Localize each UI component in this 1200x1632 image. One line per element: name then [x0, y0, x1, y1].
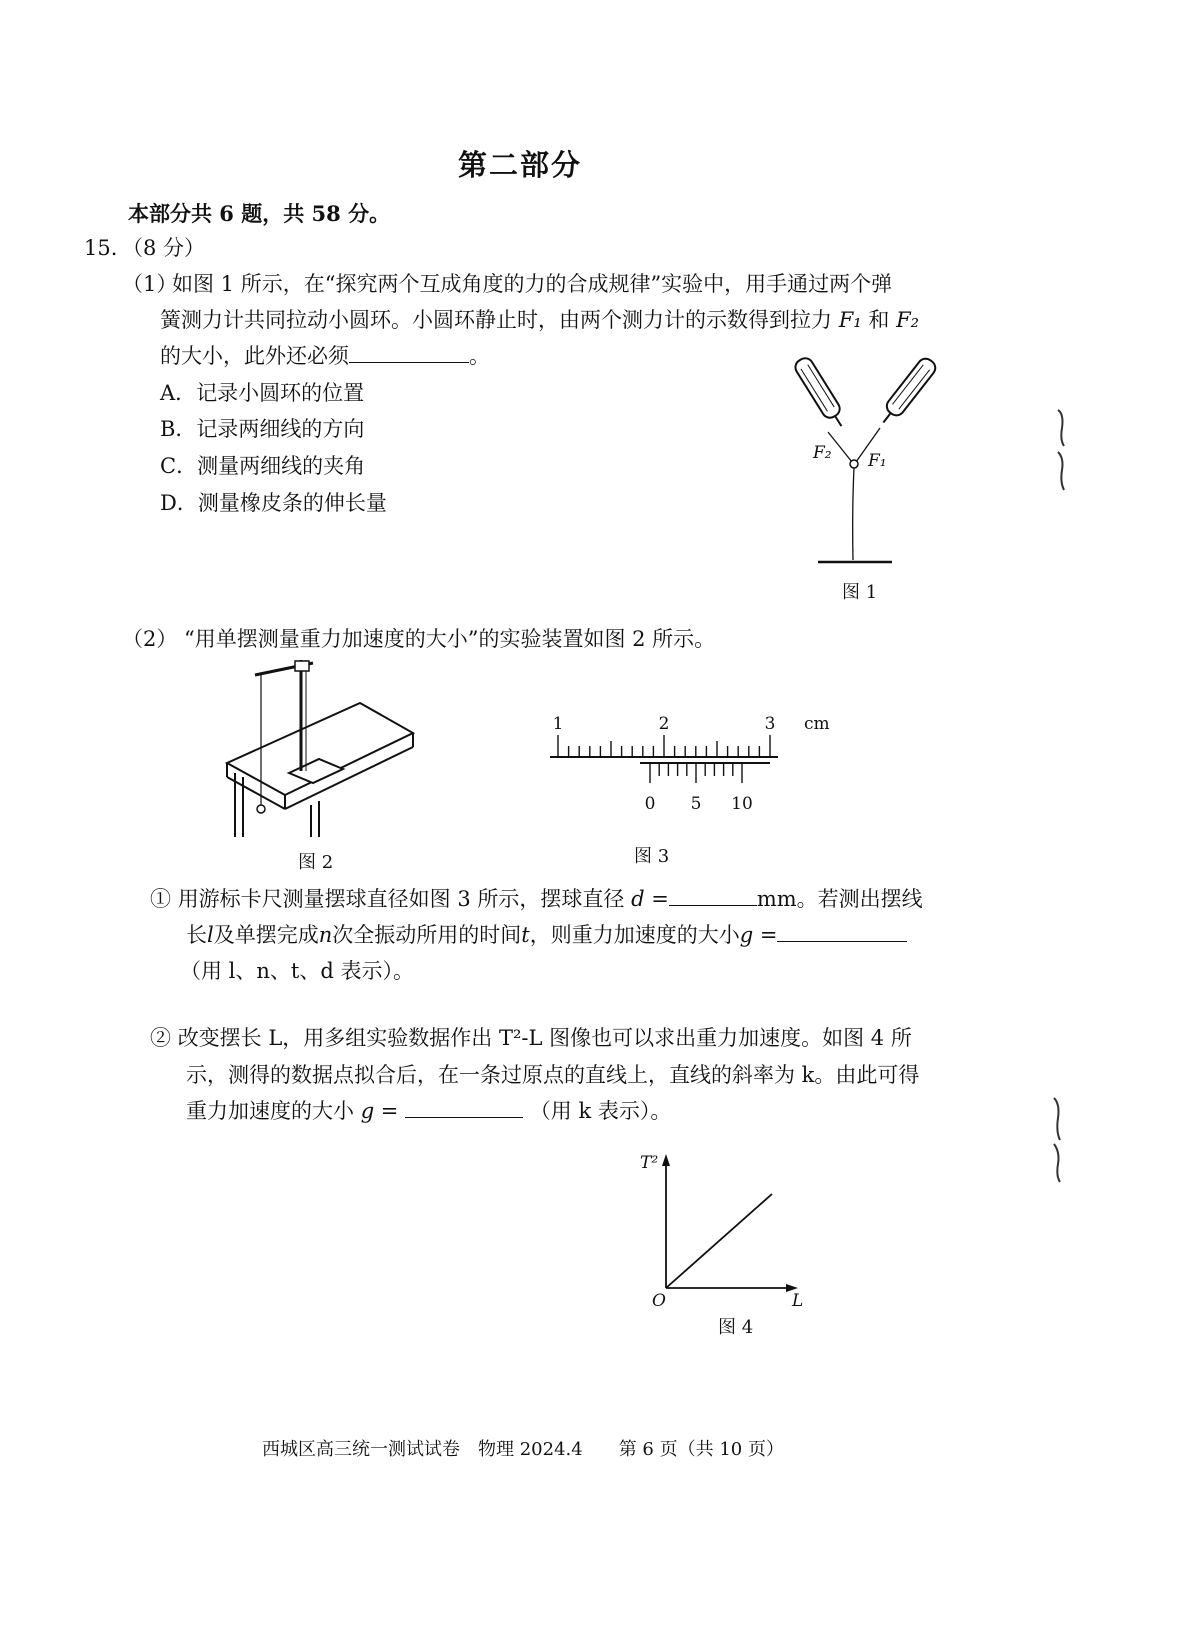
part2-label: （2） — [122, 627, 178, 651]
fit-line — [666, 1194, 772, 1288]
option-b: B．记录两细线的方向 — [160, 417, 365, 441]
subq2-line3 — [186, 1097, 671, 1125]
figure-4-graph — [640, 1148, 820, 1318]
l-symbol: l — [207, 923, 214, 947]
main-label-1: 1 — [552, 714, 564, 734]
subq1-line2-c: 次全振动所用的时间 — [332, 923, 522, 947]
subq1-line3: （用 l、n、t、d 表示）。 — [180, 959, 414, 983]
section-intro: 本部分共 6 题，共 58 分。 — [128, 201, 391, 226]
label-f1: F₁ — [868, 451, 887, 471]
page-footer: 西城区高三统一测试试卷 物理 2024.4 第 6 页（共 10 页） — [262, 1439, 784, 1460]
answer-blank-1[interactable] — [349, 342, 469, 363]
right-spring-scale — [876, 355, 938, 428]
part1-line1: 如图 1 所示，在“探究两个互成角度的力的合成规律”实验中，用手通过两个弹 — [172, 272, 893, 296]
vernier-label-10: 10 — [731, 794, 753, 814]
subq2-line3-text: 重力加速度的大小 — [186, 1099, 354, 1123]
part1-line3-end: 。 — [469, 344, 490, 368]
force-f2-symbol: F₂ — [896, 308, 920, 332]
question-number: 15. — [84, 236, 118, 260]
subq2-line2: 示，测得的数据点拟合后，在一条过原点的直线上，直线的斜率为 k。由此可得 — [186, 1063, 920, 1087]
left-spring-scale — [792, 355, 849, 431]
part1-label: （1） — [122, 272, 178, 296]
g-symbol: g = — [739, 923, 778, 947]
answer-blank-g2[interactable] — [405, 1097, 523, 1118]
origin-label: O — [652, 1291, 666, 1311]
option-d: D．测量橡皮条的伸长量 — [160, 491, 387, 515]
main-scale-ticks — [558, 735, 770, 757]
subq2-line1 — [150, 1024, 912, 1052]
small-ring — [850, 460, 858, 468]
margin-bracket-bottom — [1046, 1090, 1070, 1190]
part1-line2 — [160, 306, 919, 334]
part1-line3-text: 的大小，此外还必须 — [160, 344, 349, 368]
subq1-line2 — [186, 921, 907, 949]
main-label-3: 3 — [764, 714, 776, 734]
part1-line3 — [160, 342, 490, 370]
subq1-line2-b: 及单摆完成 — [213, 923, 319, 947]
figure-2-caption: 图 2 — [298, 852, 334, 873]
figure-2-pendulum-apparatus — [215, 655, 425, 840]
margin-bracket-top — [1052, 400, 1072, 500]
force-f1-symbol: F₁ — [838, 308, 862, 332]
figure-4-caption: 图 4 — [718, 1317, 754, 1338]
figure-3-caption: 图 3 — [634, 846, 670, 867]
subq1-line1-text: 用游标卡尺测量摆球直径如图 3 所示，摆球直径 — [177, 887, 625, 911]
rubber-band — [853, 468, 854, 560]
figure-1-spring-scales — [780, 350, 960, 580]
answer-blank-diameter[interactable] — [669, 885, 757, 906]
part2-intro: “用单摆测量重力加速度的大小”的实验装置如图 2 所示。 — [184, 627, 716, 651]
part1-line2-text: 簧测力计共同拉动小圆环。小圆环静止时，由两个测力计的示数得到拉力 — [160, 308, 832, 332]
option-a: A．记录小圆环的位置 — [160, 381, 365, 405]
x-axis-label: L — [792, 1291, 804, 1311]
main-label-2: 2 — [658, 714, 670, 734]
subq1-line1 — [150, 885, 923, 913]
unit-label: cm — [804, 714, 830, 734]
subq1-line2-a: 长 — [186, 923, 207, 947]
subq2-line3-end: （用 k 表示）。 — [529, 1099, 672, 1123]
y-axis-arrow — [662, 1154, 670, 1166]
figure-1-caption: 图 1 — [842, 582, 878, 603]
subq1-line1-unit: mm。若测出摆线 — [756, 887, 923, 911]
section-title: 第二部分 — [458, 148, 583, 182]
answer-blank-g1[interactable] — [777, 921, 907, 942]
figure-3-vernier-caliper — [540, 705, 830, 815]
subq2-line1-text: 改变摆长 L，用多组实验数据作出 T²-L 图像也可以求出重力加速度。如图 4 所 — [177, 1026, 912, 1050]
label-f2: F₂ — [813, 443, 832, 463]
subq1-number: ① — [150, 887, 171, 911]
and-text: 和 — [868, 308, 890, 332]
subq1-line2-d: ，则重力加速度的大小 — [529, 923, 740, 947]
vernier-scale-ticks — [650, 763, 742, 783]
d-symbol: d = — [631, 887, 669, 911]
vernier-label-0: 0 — [644, 794, 656, 814]
subq2-number: ② — [150, 1026, 171, 1050]
n-symbol: n — [318, 923, 333, 947]
t-symbol: t — [521, 923, 530, 947]
y-axis-label: T² — [640, 1153, 659, 1173]
vernier-label-5: 5 — [690, 794, 702, 814]
option-c: C．测量两细线的夹角 — [160, 454, 366, 478]
question-points: （8 分） — [122, 236, 206, 260]
g-symbol-2: g = — [360, 1099, 399, 1123]
